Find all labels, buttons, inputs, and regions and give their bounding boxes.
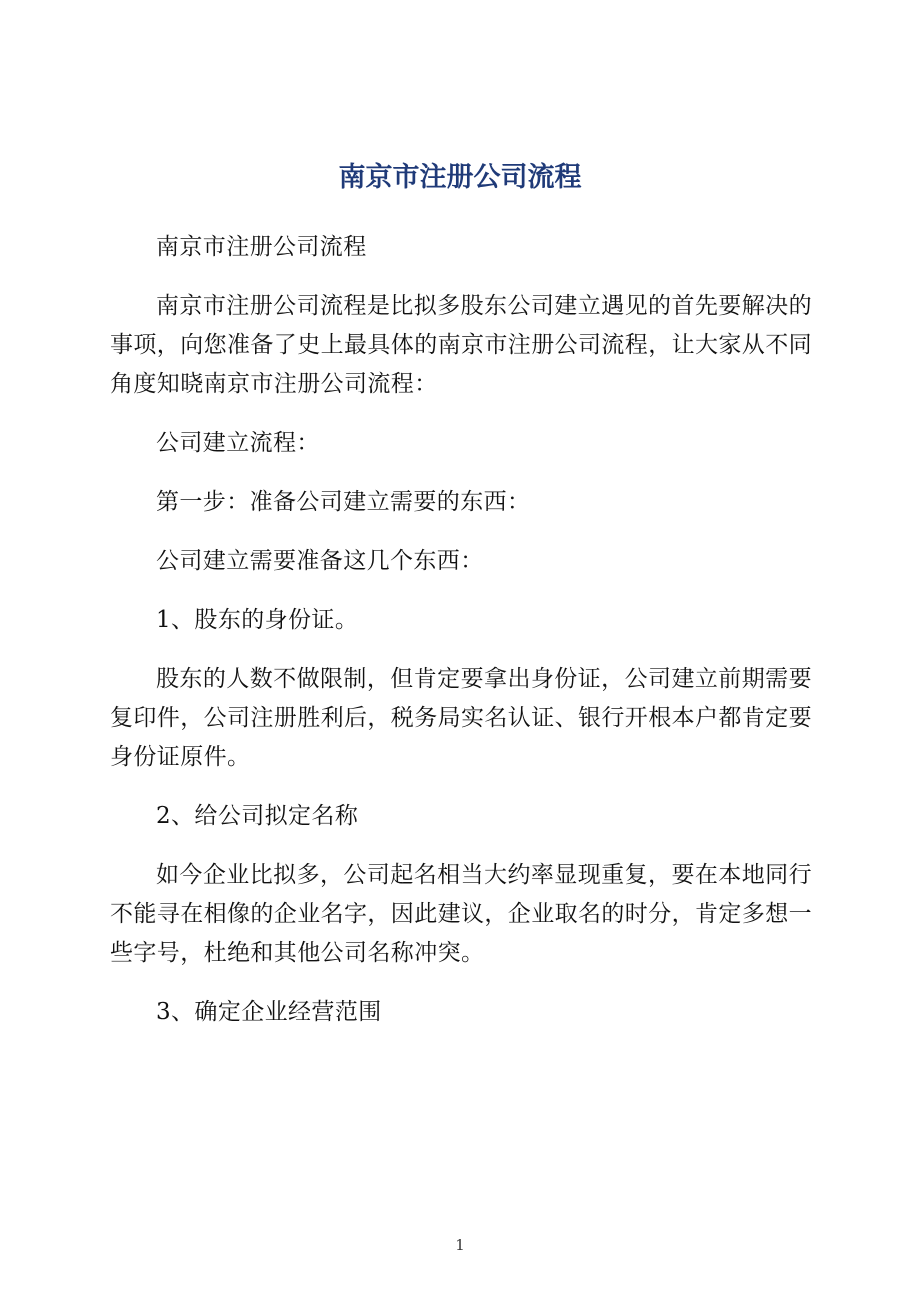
paragraph-item-1: 1、股东的身份证。 xyxy=(156,607,359,633)
document-body xyxy=(110,228,812,1032)
document-title: 南京市注册公司流程 xyxy=(338,162,582,193)
paragraph-intro: 南京市注册公司流程是比拟多股东公司建立遇见的首先要解决的事项，向您准备了史上最具体的南京市注册公司流程，让大家从不同角度知晓南京市注册公司流程： xyxy=(110,293,812,397)
paragraph-item-2-detail: 如今企业比拟多，公司起名相当大约率显现重复，要在本地同行不能寻在相像的企业名字，因此建议，企业取名的时分，肯定多想一些字号，杜绝和其他公司名称冲突。 xyxy=(110,862,812,966)
paragraph-subtitle: 南京市注册公司流程 xyxy=(156,234,367,260)
paragraph-item-1-detail: 股东的人数不做限制，但肯定要拿出身份证，公司建立前期需要复印件，公司注册胜利后，税务局实名认证、银行开根本户都肯定要身份证原件。 xyxy=(110,666,812,770)
paragraph-materials: 公司建立需要准备这几个东西： xyxy=(156,548,484,574)
paragraph-item-3: 3、确定企业经营范围 xyxy=(156,999,382,1025)
paragraph-step-one: 第一步：准备公司建立需要的东西： xyxy=(156,489,531,515)
paragraph-item-2: 2、给公司拟定名称 xyxy=(156,803,359,829)
paragraph-process-heading: 公司建立流程： xyxy=(156,430,320,456)
page-number: 1 xyxy=(455,1236,465,1254)
